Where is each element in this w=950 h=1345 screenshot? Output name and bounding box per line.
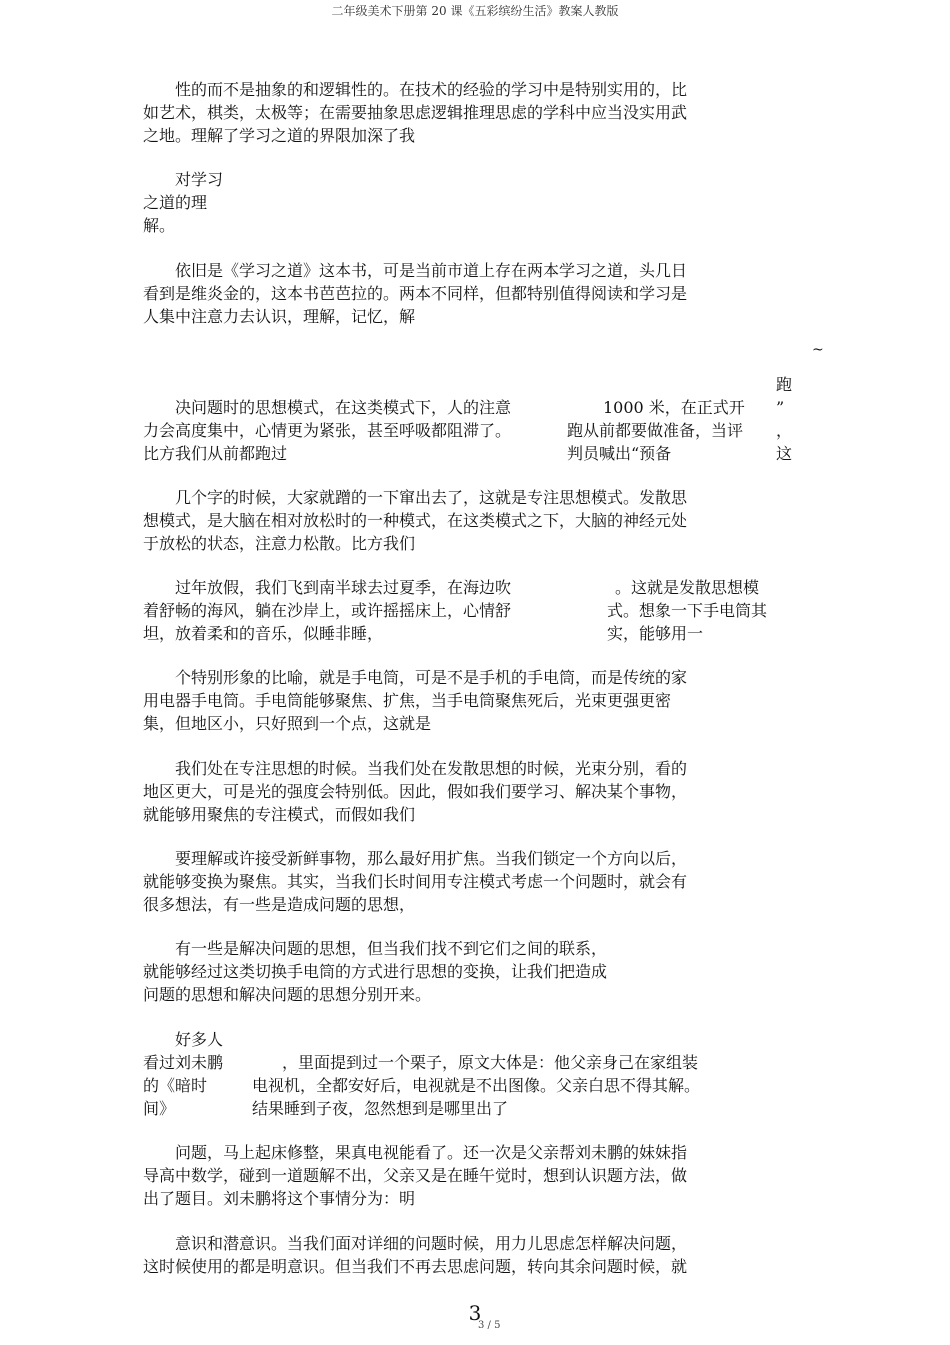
text-line: 间》 bbox=[143, 1099, 176, 1118]
text-line: 就能够变换为聚焦。其实，当我们长时间用专注模式考虑一个问题时，就会有 bbox=[143, 872, 688, 891]
text-line: 式。想象一下手电筒其 bbox=[607, 601, 768, 620]
text-line: 这时候使用的都是明意识。但当我们不再去思虑问题，转向其余问题时候，就 bbox=[143, 1257, 688, 1276]
text-line: 意识和潜意识。当我们面对详细的问题时候，用力儿思虑怎样解决问题， bbox=[143, 1234, 688, 1253]
paragraph-9 bbox=[143, 847, 763, 916]
text-line: 就能够经过这类切换手电筒的方式进行思想的变换，让我们把造成 bbox=[143, 962, 608, 981]
text-line: 好多人 bbox=[143, 1030, 224, 1049]
text-line: 问题，马上起床修整，果真电视能看了。还一次是父亲帮刘未鹏的妹妹指 bbox=[143, 1143, 688, 1162]
text-line: 出了题目。刘未鹏将这个事情分为：明 bbox=[143, 1189, 416, 1208]
text-line: 个特别形象的比喻，就是手电筒，可是不是手机的手电筒，而是传统的家 bbox=[143, 668, 688, 687]
text-line: ，里面提到过一个栗子，原文大体是：他父亲身己在家组装 bbox=[282, 1053, 699, 1072]
text-line: 的《暗时 bbox=[143, 1076, 208, 1095]
text-line: 依旧是《学习之道》这本书，可是当前市道上存在两本学习之道，头几日 bbox=[143, 261, 688, 280]
text-line: 几个字的时候，大家就蹭的一下窜出去了，这就是专注思想模式。发散思 bbox=[143, 488, 688, 507]
text-line: ” bbox=[776, 398, 785, 417]
text-line: 判员喊出“预备 bbox=[567, 444, 672, 463]
page-number-large: 3 bbox=[468, 1301, 482, 1325]
text-line: 要理解或许接受新鲜事物，那么最好用扩焦。当我们锁定一个方向以后， bbox=[143, 849, 688, 868]
text-line: 着舒畅的海风，躺在沙岸上，或许摇摇床上，心情舒 bbox=[143, 601, 512, 620]
text-line: 坦，放着柔和的音乐，似睡非睡， bbox=[143, 624, 384, 643]
text-line: 如艺术，棋类，太极等；在需要抽象思虑逻辑推理思虑的学科中应当没实用武 bbox=[143, 103, 688, 122]
paragraph-1 bbox=[143, 78, 763, 147]
paragraph-8 bbox=[143, 757, 763, 826]
text-line: 用电器手电筒。手电筒能够聚焦、扩焦，当手电筒聚焦死后，光束更强更密 bbox=[143, 691, 672, 710]
text-line: 问题的思想和解决问题的思想分别开来。 bbox=[143, 985, 432, 1004]
text-line: 看到是维炎金的，这本书芭芭拉的。两本不同样，但都特别值得阅读和学习是 bbox=[143, 284, 688, 303]
text-line: 电视机，全都安好后，电视就是不出图像。父亲白思不得其解。 bbox=[252, 1076, 701, 1095]
text-line: 想模式，是大脑在相对放松时的一种模式，在这类模式之下，大脑的神经元处 bbox=[143, 511, 688, 530]
text-line: 1000 米，在正式开 bbox=[603, 398, 745, 417]
paragraph-4-right bbox=[776, 373, 806, 465]
text-line: 跑 bbox=[776, 375, 793, 394]
paragraph-13 bbox=[143, 1232, 763, 1278]
text-line: 跑从前都要做准备，当评 bbox=[567, 421, 744, 440]
text-line: 就能够用聚焦的专注模式，而假如我们 bbox=[143, 805, 416, 824]
paragraph-2 bbox=[143, 168, 263, 237]
text-line: 导高中数学，碰到一道题解不出，父亲又是在睡午觉时，想到认识题方法，做 bbox=[143, 1166, 688, 1185]
paragraph-11-left bbox=[143, 1028, 253, 1120]
text-line: 。这就是发散思想模 bbox=[615, 578, 760, 597]
paragraph-7 bbox=[143, 666, 763, 735]
text-line: 结果睡到子夜，忽然想到是哪里出了 bbox=[252, 1099, 509, 1118]
text-line: 很多想法，有一些是造成问题的思想， bbox=[143, 895, 416, 914]
paragraph-6-left bbox=[143, 576, 563, 645]
text-line: 有一些是解决问题的思想，但当我们找不到它们之间的联系， bbox=[143, 939, 608, 958]
text-line: 性的而不是抽象的和逻辑性的。在技术的经验的学习中是特别实用的，比 bbox=[143, 80, 688, 99]
text-line: 决问题时的思想模式，在这类模式下，人的注意 bbox=[143, 398, 512, 417]
text-line: 之道的理 bbox=[143, 193, 208, 212]
paragraph-10 bbox=[143, 937, 763, 1006]
paragraph-6-right bbox=[607, 576, 807, 645]
text-line: 之地。理解了学习之道的界限加深了我 bbox=[143, 126, 416, 145]
text-line: 解。 bbox=[143, 216, 176, 235]
paragraph-12 bbox=[143, 1141, 763, 1210]
text-line: 地区更大，可是光的强度会特别低。因此，假如我们要学习、解决某个事物， bbox=[143, 782, 688, 801]
page-number-indicator: 3 / 5 bbox=[478, 1320, 501, 1331]
stray-tilde: ~ bbox=[812, 342, 824, 358]
text-line: 比方我们从前都跑过 bbox=[143, 444, 288, 463]
paragraph-11-right bbox=[252, 1051, 772, 1120]
text-line: 实，能够用一 bbox=[607, 624, 704, 643]
paragraph-5 bbox=[143, 486, 763, 555]
text-line: 这 bbox=[776, 444, 793, 463]
text-line: 于放松的状态，注意力松散。比方我们 bbox=[143, 534, 416, 553]
text-line: 看过刘未鹏 bbox=[143, 1053, 224, 1072]
text-line: 力会高度集中，心情更为紧张，甚至呼吸都阻滞了。 bbox=[143, 421, 512, 440]
text-line: 我们处在专注思想的时候。当我们处在发散思想的时候，光束分别，看的 bbox=[143, 759, 688, 778]
document-header: 二年级美术下册第 20 课《五彩缤纷生活》教案人教版 bbox=[331, 4, 619, 18]
paragraph-4-middle bbox=[567, 396, 772, 465]
text-line: 人集中注意力去认识，理解，记忆，解 bbox=[143, 307, 416, 326]
paragraph-3 bbox=[143, 259, 763, 328]
text-line: 集，但地区小，只好照到一个点，这就是 bbox=[143, 714, 432, 733]
text-line: 过年放假，我们飞到南半球去过夏季，在海边吹 bbox=[143, 578, 512, 597]
text-line: 对学习 bbox=[143, 170, 224, 189]
paragraph-4-left bbox=[143, 396, 563, 465]
text-line: ， bbox=[776, 421, 793, 440]
